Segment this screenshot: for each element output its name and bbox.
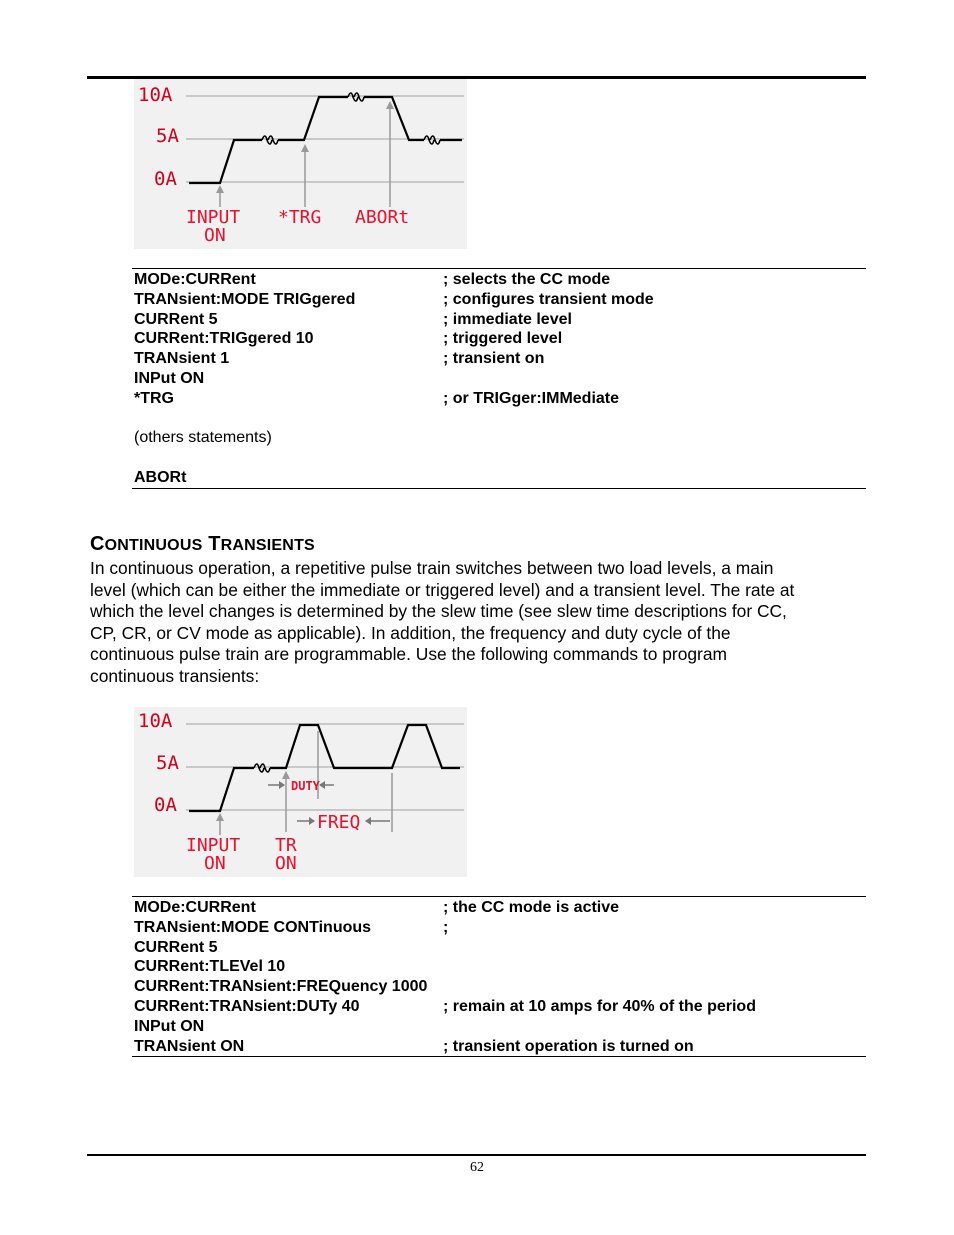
y-label-0a: 0A	[154, 168, 177, 190]
code-command: CURRent:TLEVel 10	[134, 958, 286, 976]
heading-initial: T	[208, 533, 221, 555]
code-block-triggered	[132, 268, 866, 489]
code-comment: ; or TRIGger:IMMediate	[443, 389, 620, 407]
trace-rise-to-10a	[278, 97, 348, 140]
arrow-head	[216, 185, 224, 193]
arrow-head	[386, 101, 394, 109]
label-input: INPUT	[186, 835, 241, 856]
code-row	[132, 1017, 866, 1037]
continuous-transient-figure	[134, 707, 467, 877]
code-command: MODe:CURRent	[134, 899, 256, 916]
continuous-transient-diagram	[134, 707, 467, 877]
code-command: TRANsient:MODE TRIGgered	[134, 290, 356, 308]
code-command: *TRG	[134, 389, 174, 407]
code-row	[132, 270, 866, 290]
y-label-5a: 5A	[156, 125, 179, 147]
code-comment: ; selects the CC mode	[443, 271, 611, 288]
code-command: INPut ON	[134, 369, 205, 387]
code-comment: ; configures transient mode	[443, 290, 654, 308]
arrow-head	[279, 781, 285, 789]
arrow-head	[216, 813, 224, 821]
paragraph-line: level (which can be either the immediate or triggered level) and a transient level. The rate at	[90, 579, 795, 600]
code-row	[132, 329, 866, 349]
code-command: CURRent:TRIGgered 10	[134, 330, 314, 348]
code-row	[132, 310, 866, 330]
code-note-row	[132, 428, 866, 448]
code-row	[132, 957, 866, 977]
footer-rule	[87, 1154, 866, 1156]
code-command: MODe:CURRent	[134, 271, 256, 288]
code-row	[132, 369, 866, 389]
code-command: CURRent 5	[134, 310, 218, 328]
code-command: TRANsient 1	[134, 350, 230, 368]
trace-pulse-train	[270, 725, 460, 768]
heading-word: RANSIENTS	[220, 537, 315, 554]
code-row	[132, 997, 866, 1017]
arrow-head	[365, 817, 371, 825]
y-label-10a: 10A	[138, 710, 173, 732]
code-row	[132, 938, 866, 958]
label-input: INPUT	[186, 207, 241, 228]
code-row	[132, 977, 866, 997]
code-row	[132, 349, 866, 369]
paragraph-line: In continuous operation, a repetitive pulse train switches between two load levels, a main	[90, 558, 774, 578]
label-abort: ABORt	[355, 207, 410, 228]
code-command: CURRent 5	[134, 938, 218, 956]
code-comment: ; triggered level	[443, 330, 563, 348]
label-freq: FREQ	[317, 812, 361, 833]
label-tr: TR	[275, 835, 297, 856]
code-row	[132, 1037, 866, 1057]
arrow-head	[282, 771, 290, 779]
code-comment: ; the CC mode is active	[443, 899, 620, 916]
arrow-head	[301, 144, 309, 152]
code-command: TRANsient ON	[134, 1037, 245, 1055]
heading-initial: C	[90, 533, 105, 555]
trace-rise-to-5a	[189, 768, 254, 811]
trace-rise-to-5a	[189, 140, 262, 183]
paragraph-line: continuous transients:	[90, 665, 260, 686]
code-command: ABORt	[134, 468, 187, 486]
label-duty: DUTY	[291, 779, 320, 793]
heading-word: ONTINUOUS	[104, 537, 203, 554]
y-label-0a: 0A	[154, 794, 177, 816]
label-trg: *TRG	[278, 207, 322, 228]
triggered-transient-diagram	[134, 79, 467, 249]
label-on: ON	[204, 853, 226, 874]
code-comment: ;	[443, 918, 449, 936]
code-row	[132, 389, 866, 409]
label-tr-on: ON	[275, 853, 297, 874]
paragraph-line: continuous pulse train are programmable. Use the following commands to program	[90, 644, 728, 665]
paragraph-line: which the level changes is determined by the slew time (see slew time descriptions for CC,	[90, 601, 787, 622]
code-row	[132, 290, 866, 310]
code-command: INPut ON	[134, 1017, 205, 1035]
section-heading	[90, 533, 315, 556]
code-command: CURRent:TRANsient:FREQuency 1000	[134, 978, 428, 996]
paragraph-line: CP, CR, or CV mode as applicable). In addition, the frequency and duty cycle of the	[90, 622, 731, 643]
code-comment: ; transient on	[443, 350, 545, 368]
body-paragraph	[90, 558, 870, 688]
label-on: ON	[204, 225, 226, 246]
code-row	[132, 918, 866, 938]
page-number: 62	[470, 1160, 484, 1175]
code-note: (others statements)	[134, 429, 272, 447]
code-command: TRANsient:MODE CONTinuous	[134, 918, 372, 936]
arrow-head	[309, 817, 315, 825]
code-comment: ; transient operation is turned on	[443, 1037, 694, 1055]
code-row	[132, 898, 866, 918]
triggered-transient-figure	[134, 79, 467, 249]
y-label-5a: 5A	[156, 752, 179, 774]
code-comment: ; remain at 10 amps for 40% of the period	[443, 997, 756, 1015]
code-block-continuous	[132, 896, 866, 1057]
trace-fall-to-5a	[364, 97, 424, 140]
code-command: CURRent:TRANsient:DUTy 40	[134, 997, 360, 1015]
code-row	[132, 468, 866, 488]
code-comment: ; immediate level	[443, 310, 572, 328]
y-label-10a: 10A	[138, 84, 173, 106]
